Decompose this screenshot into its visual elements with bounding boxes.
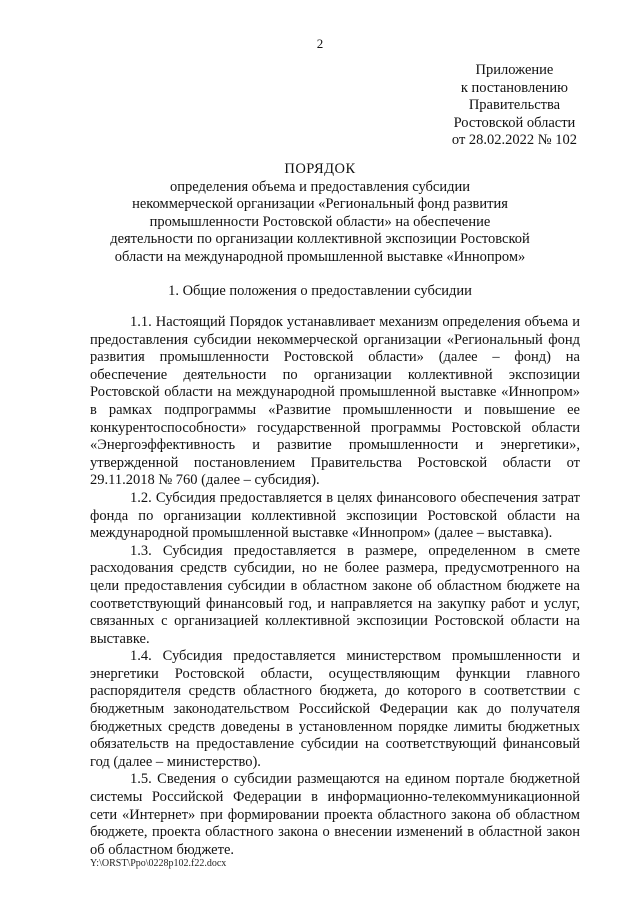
page-number: 2: [316, 36, 324, 51]
title-line: деятельности по организации коллективной экспозиции Ростовской: [110, 231, 530, 247]
appendix-line: к постановлению: [460, 79, 568, 96]
paragraph-1-4: 1.4. Субсидия предоставляется министерством промышленности и энергетики Ростовской области, осуществляющим функции главного распорядителя средств областного бюджета, до которого в соответствии с бюджетным законодательством Российской Федерации как до получателя бюджетных средств доведены в установленном порядке лимиты бюджетных обязательств на предоставление субсидии на соответствующий финансовый год (далее – министерство).: [90, 648, 580, 770]
paragraph-1-1: 1.1. Настоящий Порядок устанавливает механизм определения объема и предоставления субсидии некоммерческой организации «Региональный фонд развития промышленности Ростовской области» (далее – фонд) на обеспечение деятельности по организации коллективной экспозиции Ростовской области на международной промышленной выставке «Иннопром» в рамках подпрограммы «Развитие промышленности и повышение ее конкурентоспособности» государственной программы Ростовской области «Энергоэффективность и развитие промышленности и энергетики», утвержденной постановлением Правительства Ростовской области от 29.11.2018 № 760 (далее – субсидия).: [90, 314, 580, 489]
appendix-line: Ростовской области: [453, 114, 576, 131]
document-title: [0, 161, 640, 266]
title-line: промышленности Ростовской области» на обеспечение: [149, 213, 491, 230]
appendix-header: [452, 62, 577, 150]
appendix-line: от 28.02.2022 № 102: [451, 132, 577, 148]
file-path-footer: Y:\ORST\Ppo\0228p102.f22.docx: [90, 858, 227, 869]
paragraph-1-5: 1.5. Сведения о субсидии размещаются на едином портале бюджетной системы Российской Федерации в информационно-телекоммуникационной сети «Интернет» при формировании проекта областного закона об областном бюджете, проекта областного закона о внесении изменений в областной закон об областном бюджете.: [90, 771, 580, 858]
section-heading: 1. Общие положения о предоставлении субсидии: [168, 283, 472, 299]
document-body: [90, 314, 580, 859]
title-line: области на международной промышленной выставке «Иннопром»: [114, 248, 526, 265]
title-heading: ПОРЯДОК: [284, 161, 356, 177]
appendix-line: Приложение: [475, 62, 554, 78]
appendix-line: Правительства: [468, 97, 561, 113]
title-line: некоммерческой организации «Региональный фонд развития: [132, 196, 508, 212]
title-line: определения объема и предоставления субсидии: [169, 178, 471, 195]
paragraph-1-3: 1.3. Субсидия предоставляется в размере, определенном в смете расходования средств субсидии, но не более размера, предусмотренного на цели предоставления субсидии в областном законе об областном бюджете на соответствующий финансовый год, и направляется на закупку работ и услуг, связанных с организацией коллективной экспозиции Ростовской области на выставке.: [90, 542, 580, 647]
paragraph-1-2: 1.2. Субсидия предоставляется в целях финансового обеспечения затрат фонда по организации коллективной экспозиции Ростовской области на международной промышленной выставке «Иннопром» (далее – выставка).: [90, 489, 580, 542]
